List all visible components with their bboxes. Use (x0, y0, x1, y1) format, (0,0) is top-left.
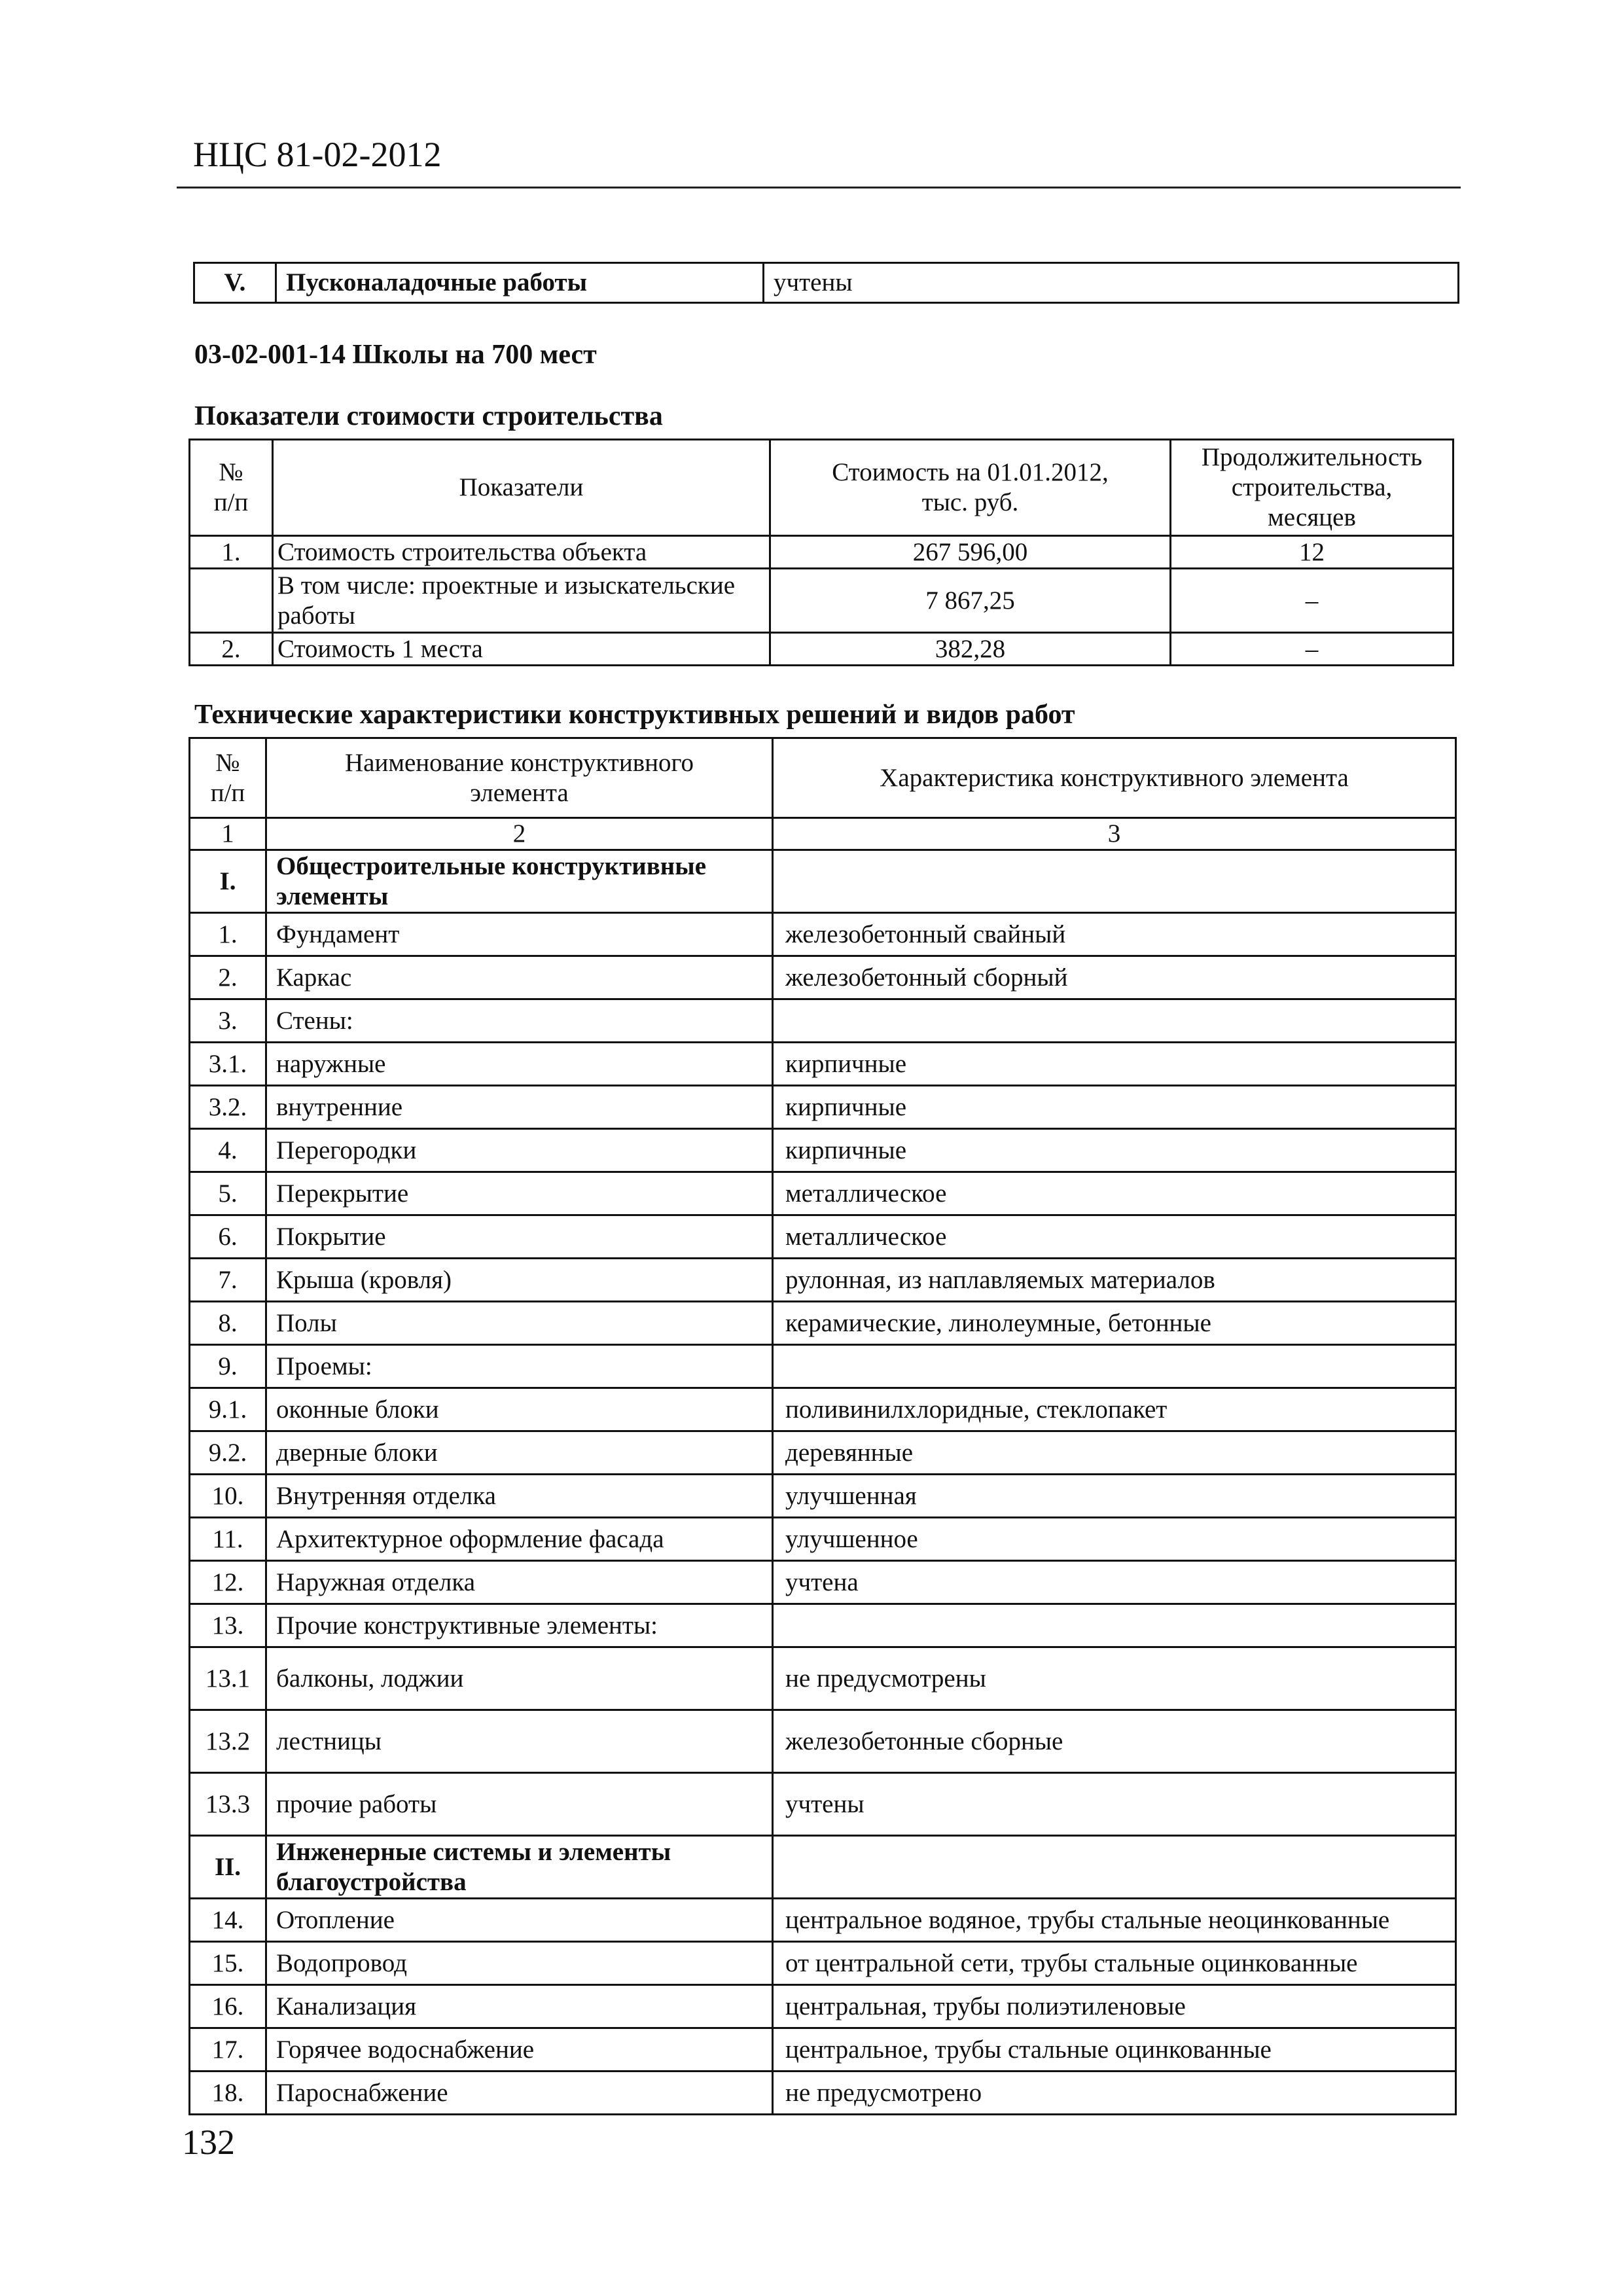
column-number-1: 1 (190, 818, 266, 850)
tech-row-num: 6. (190, 1215, 266, 1259)
tech-table-row (190, 956, 1456, 999)
tech-row-num: 16. (190, 1985, 266, 2028)
cost-row-cost: 382,28 (770, 633, 1171, 666)
header-duration-line1: Продолжительность (1201, 443, 1423, 471)
tech-table-row (190, 2028, 1456, 2072)
tech-row-characteristic: металлическое (773, 1215, 1456, 1259)
tech-row-num: 12. (190, 1561, 266, 1604)
section-v-number: V. (194, 263, 276, 303)
tech-table-row (190, 1518, 1456, 1561)
section-v-table (193, 262, 1459, 304)
tech-row-element-name: Полы (266, 1302, 773, 1345)
tech-table-row (190, 1475, 1456, 1518)
tech-row-num: 15. (190, 1942, 266, 1985)
tech-table-row (190, 2072, 1456, 2115)
tech-row-characteristic: керамические, линолеумные, бетонные (773, 1302, 1456, 1345)
tech-table-header-row (190, 738, 1456, 818)
tech-row-characteristic: кирпичные (773, 1129, 1456, 1172)
tech-row-characteristic (773, 1604, 1456, 1647)
tech-header-characteristic: Характеристика конструктивного элемента (773, 738, 1456, 818)
tech-row-num: I. (190, 850, 266, 913)
tech-row-characteristic: железобетонные сборные (773, 1710, 1456, 1773)
header-duration-line3: месяцев (1268, 503, 1356, 531)
tech-table-row (190, 1942, 1456, 1985)
tech-row-element-name: Канализация (266, 1985, 773, 2028)
tech-table-row (190, 1215, 1456, 1259)
tech-row-element-name: оконные блоки (266, 1388, 773, 1431)
tech-header-name (266, 738, 773, 818)
tech-row-element-name: Перекрытие (266, 1172, 773, 1215)
tech-row-characteristic: кирпичные (773, 1086, 1456, 1129)
tech-row-num: 13.2 (190, 1710, 266, 1773)
tech-row-num: 11. (190, 1518, 266, 1561)
tech-row-element-name: Инженерные системы и элементы благоустройства (266, 1836, 773, 1899)
tech-header-num (190, 738, 266, 818)
cost-row (190, 569, 1454, 633)
tech-table-row (190, 1086, 1456, 1129)
cost-row-duration: – (1171, 569, 1454, 633)
column-number-3: 3 (773, 818, 1456, 850)
tech-row-element-name: внутренние (266, 1086, 773, 1129)
tech-row-characteristic: не предусмотрено (773, 2072, 1456, 2115)
tech-row-num: 2. (190, 956, 266, 999)
tech-row-characteristic: поливинилхлоридные, стеклопакет (773, 1388, 1456, 1431)
tech-row-num: 13.1 (190, 1647, 266, 1710)
cost-row-num: 2. (190, 633, 273, 666)
tech-row-characteristic (773, 1836, 1456, 1899)
section-v-value: учтены (764, 263, 1459, 303)
tech-row-characteristic: улучшенное (773, 1518, 1456, 1561)
item-title: 03-02-001-14 Школы на 700 мест (194, 340, 597, 370)
header-duration-line2: строительства, (1231, 473, 1393, 501)
tech-row-characteristic: не предусмотрены (773, 1647, 1456, 1710)
header-num-line1: № (219, 458, 243, 486)
tech-row-characteristic: улучшенная (773, 1475, 1456, 1518)
tech-row-element-name: Наружная отделка (266, 1561, 773, 1604)
cost-row-cost: 267 596,00 (770, 536, 1171, 569)
tech-header-num-line2: п/п (210, 778, 245, 807)
tech-row-num: 9. (190, 1345, 266, 1388)
tech-row-element-name: лестницы (266, 1710, 773, 1773)
header-cost (770, 440, 1171, 536)
tech-row-characteristic: железобетонный свайный (773, 913, 1456, 956)
cost-table-header-row (190, 440, 1454, 536)
tech-row-element-name: Перегородки (266, 1129, 773, 1172)
cost-row-name: Стоимость 1 места (273, 633, 770, 666)
tech-row-num: 4. (190, 1129, 266, 1172)
tech-row-characteristic: центральная, трубы полиэтиленовые (773, 1985, 1456, 2028)
tech-table-row (190, 1899, 1456, 1942)
cost-row-cost: 7 867,25 (770, 569, 1171, 633)
tech-table-row (190, 1710, 1456, 1773)
tech-table-row (190, 1561, 1456, 1604)
tech-row-num: 9.2. (190, 1431, 266, 1475)
tech-row-characteristic (773, 999, 1456, 1043)
tech-row-characteristic: железобетонный сборный (773, 956, 1456, 999)
tech-row-num: 18. (190, 2072, 266, 2115)
tech-table-row (190, 1345, 1456, 1388)
cost-row-num: 1. (190, 536, 273, 569)
tech-row-element-name: Покрытие (266, 1215, 773, 1259)
tech-row-characteristic: учтены (773, 1773, 1456, 1836)
tech-row-element-name: Пароснабжение (266, 2072, 773, 2115)
tech-row-num: 13. (190, 1604, 266, 1647)
header-num-line2: п/п (213, 488, 249, 516)
tech-row-element-name: дверные блоки (266, 1431, 773, 1475)
header-cost-line2: тыс. руб. (921, 488, 1019, 516)
tech-table-row (190, 1836, 1456, 1899)
tech-table-row (190, 1604, 1456, 1647)
tech-row-characteristic: кирпичные (773, 1043, 1456, 1086)
tech-table-row (190, 1985, 1456, 2028)
tech-table-heading: Технические характеристики конструктивных решений и видов работ (194, 700, 1075, 730)
tech-row-num: 3. (190, 999, 266, 1043)
tech-characteristics-table (188, 737, 1457, 2115)
tech-row-element-name: Горячее водоснабжение (266, 2028, 773, 2072)
header-indicator: Показатели (273, 440, 770, 536)
cost-row (190, 536, 1454, 569)
tech-row-element-name: наружные (266, 1043, 773, 1086)
cost-indicators-table (188, 439, 1454, 666)
tech-table-row (190, 999, 1456, 1043)
tech-table-row (190, 913, 1456, 956)
page-number: 132 (182, 2123, 235, 2162)
tech-table-row (190, 1388, 1456, 1431)
tech-row-num: II. (190, 1836, 266, 1899)
tech-row-num: 5. (190, 1172, 266, 1215)
tech-table-row (190, 1172, 1456, 1215)
cost-row-name: Стоимость строительства объекта (273, 536, 770, 569)
tech-row-element-name: Прочие конструктивные элементы: (266, 1604, 773, 1647)
tech-table-row (190, 1647, 1456, 1710)
tech-row-element-name: Каркас (266, 956, 773, 999)
section-v-row (194, 263, 1459, 303)
header-duration (1171, 440, 1454, 536)
tech-row-num: 13.3 (190, 1773, 266, 1836)
tech-row-characteristic: учтена (773, 1561, 1456, 1604)
tech-table-row (190, 850, 1456, 913)
tech-row-element-name: Отопление (266, 1899, 773, 1942)
tech-row-element-name: Внутренняя отделка (266, 1475, 773, 1518)
tech-row-num: 8. (190, 1302, 266, 1345)
tech-row-characteristic: деревянные (773, 1431, 1456, 1475)
cost-row-duration: 12 (1171, 536, 1454, 569)
tech-row-characteristic (773, 1345, 1456, 1388)
tech-row-characteristic: металлическое (773, 1172, 1456, 1215)
header-divider (177, 187, 1461, 188)
tech-row-element-name: Общестроительные конструктивные элементы (266, 850, 773, 913)
tech-row-num: 10. (190, 1475, 266, 1518)
tech-row-num: 9.1. (190, 1388, 266, 1431)
document-header: НЦС 81-02-2012 (193, 135, 442, 174)
tech-row-characteristic: центральное, трубы стальные оцинкованные (773, 2028, 1456, 2072)
tech-row-element-name: балконы, лоджии (266, 1647, 773, 1710)
tech-header-name-line1: Наименование конструктивного (344, 748, 694, 777)
cost-row-duration: – (1171, 633, 1454, 666)
tech-row-characteristic: центральное водяное, трубы стальные неоцинкованные (773, 1899, 1456, 1942)
column-number-row (190, 818, 1456, 850)
tech-table-row (190, 1043, 1456, 1086)
tech-row-num: 3.2. (190, 1086, 266, 1129)
tech-row-num: 3.1. (190, 1043, 266, 1086)
section-v-title: Пусконаладочные работы (276, 263, 764, 303)
tech-row-characteristic (773, 850, 1456, 913)
tech-row-characteristic: от центральной сети, трубы стальные оцинкованные (773, 1942, 1456, 1985)
cost-row-num (190, 569, 273, 633)
tech-row-element-name: прочие работы (266, 1773, 773, 1836)
tech-table-row (190, 1259, 1456, 1302)
tech-row-element-name: Архитектурное оформление фасада (266, 1518, 773, 1561)
tech-table-row (190, 1129, 1456, 1172)
tech-header-name-line2: элемента (470, 778, 569, 807)
tech-row-element-name: Стены: (266, 999, 773, 1043)
tech-row-element-name: Водопровод (266, 1942, 773, 1985)
tech-row-element-name: Фундамент (266, 913, 773, 956)
tech-table-row (190, 1773, 1456, 1836)
column-number-2: 2 (266, 818, 773, 850)
tech-row-element-name: Крыша (кровля) (266, 1259, 773, 1302)
tech-row-num: 17. (190, 2028, 266, 2072)
tech-row-num: 7. (190, 1259, 266, 1302)
cost-table-heading: Показатели стоимости строительства (194, 401, 663, 431)
tech-table-row (190, 1431, 1456, 1475)
tech-header-num-line1: № (215, 748, 240, 777)
cost-row (190, 633, 1454, 666)
tech-table-row (190, 1302, 1456, 1345)
header-cost-line1: Стоимость на 01.01.2012, (832, 458, 1109, 486)
tech-row-characteristic: рулонная, из наплавляемых материалов (773, 1259, 1456, 1302)
cost-row-name: В том числе: проектные и изыскательские работы (273, 569, 770, 633)
tech-row-num: 14. (190, 1899, 266, 1942)
header-num (190, 440, 273, 536)
tech-row-element-name: Проемы: (266, 1345, 773, 1388)
tech-row-num: 1. (190, 913, 266, 956)
